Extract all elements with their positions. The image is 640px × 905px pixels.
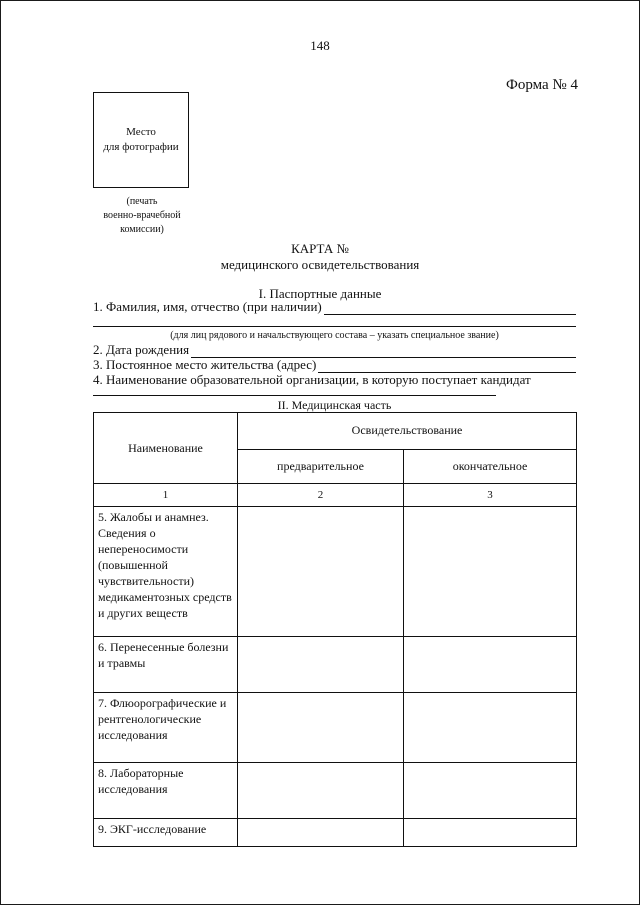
- col-number-3: 3: [404, 484, 577, 507]
- photo-label-line2: для фотографии: [103, 141, 179, 153]
- card-subtitle: медицинского освидетельствования: [220, 257, 420, 272]
- field-full-name-line: [324, 303, 576, 315]
- rank-hint: (для лиц рядового и начальствующего состава – указать специальное звание): [170, 330, 499, 341]
- stamp-line3: комиссии): [120, 224, 164, 235]
- table-row: [94, 693, 577, 763]
- cell-final[interactable]: [404, 819, 577, 847]
- field-full-name-line2[interactable]: [93, 326, 576, 327]
- cell-final[interactable]: [404, 507, 577, 637]
- row-label-ecg: 9. ЭКГ-исследование: [94, 819, 238, 847]
- row-label-complaints: 5. Жалобы и анамнез. Сведения о непереносимости (повышенной чувствительности) медикаментозных средств и других веществ: [94, 507, 238, 637]
- cell-preliminary[interactable]: [238, 637, 404, 693]
- stamp-line2: военно-врачебной: [103, 210, 181, 221]
- col-number-1: 1: [94, 484, 238, 507]
- table-row: [94, 637, 577, 693]
- field-address[interactable]: [93, 357, 576, 373]
- col-header-name: Наименование: [94, 413, 238, 484]
- cell-preliminary[interactable]: [238, 763, 404, 819]
- field-organization-line[interactable]: [93, 395, 496, 396]
- field-birth-date-label: 2. Дата рождения: [93, 342, 190, 357]
- photo-placeholder[interactable]: [93, 92, 189, 188]
- cell-final[interactable]: [404, 637, 577, 693]
- table-row: [94, 763, 577, 819]
- table-row: [94, 819, 577, 847]
- field-address-label: 3. Постоянное место жительства (адрес): [93, 357, 317, 372]
- cell-final[interactable]: [404, 693, 577, 763]
- section1-heading: I. Паспортные данные: [258, 286, 382, 301]
- col-number-2: 2: [238, 484, 404, 507]
- cell-final[interactable]: [404, 763, 577, 819]
- field-full-name[interactable]: [93, 299, 576, 315]
- cell-preliminary[interactable]: [238, 507, 404, 637]
- page-number: 148: [310, 38, 330, 53]
- row-label-lab: 8. Лабораторные исследования: [94, 763, 238, 819]
- field-organization: [93, 372, 576, 388]
- field-organization-label: 4. Наименование образовательной организации, в которую поступает кандидат: [93, 372, 531, 387]
- medical-table: [93, 412, 577, 847]
- row-label-diseases: 6. Перенесенные болезни и травмы: [94, 637, 238, 693]
- col-header-examination: Освидетельствование: [238, 413, 577, 450]
- card-title: КАРТА №: [291, 241, 349, 256]
- col-header-preliminary: предварительное: [238, 449, 404, 483]
- cell-preliminary[interactable]: [238, 693, 404, 763]
- table-row: [94, 507, 577, 637]
- form-label: Форма № 4: [506, 77, 578, 93]
- photo-label-line1: Место: [126, 126, 156, 138]
- field-birth-date[interactable]: [93, 342, 576, 358]
- stamp-note: [87, 195, 197, 237]
- stamp-line1: (печать: [126, 196, 158, 207]
- cell-preliminary[interactable]: [238, 819, 404, 847]
- row-label-xray: 7. Флюорографические и рентгенологические исследования: [94, 693, 238, 763]
- card-title-block: [0, 241, 640, 273]
- col-header-final: окончательное: [404, 449, 577, 483]
- field-full-name-label: 1. Фамилия, имя, отчество (при наличии): [93, 299, 322, 314]
- section2-heading: II. Медицинская часть: [277, 398, 392, 412]
